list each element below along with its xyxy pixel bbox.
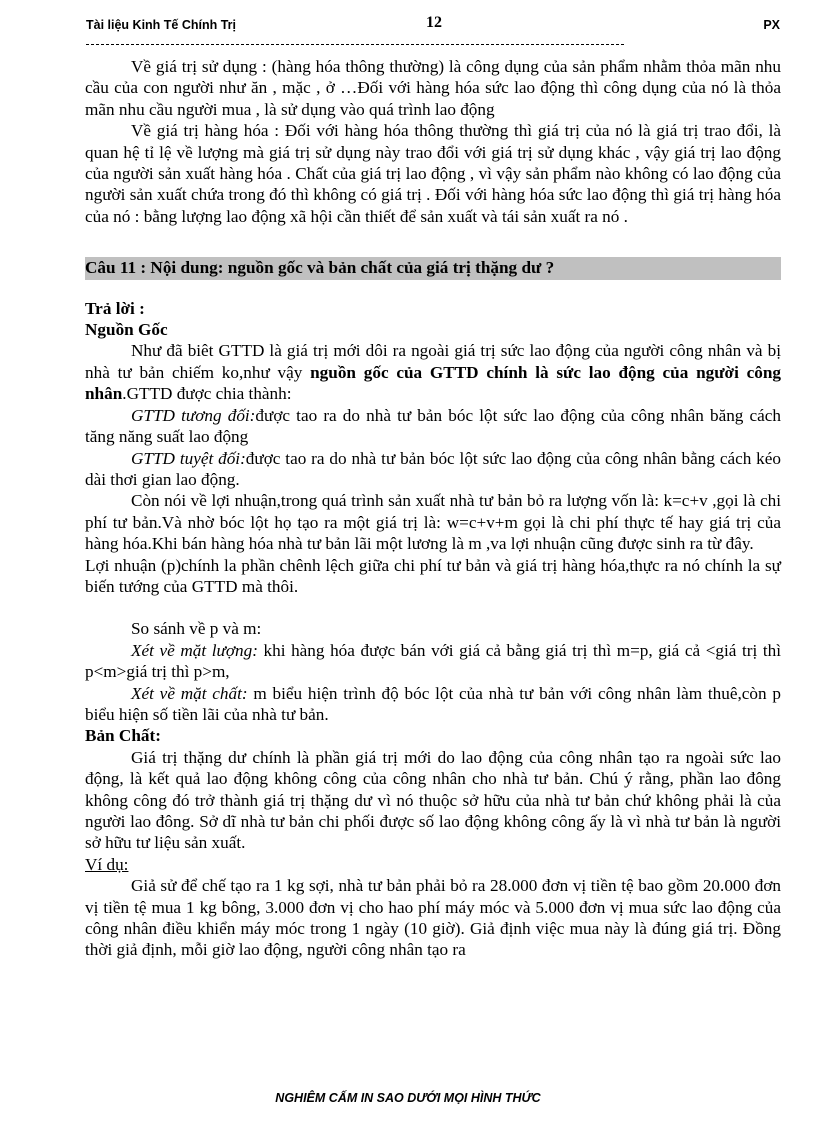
quality-text: m biểu hiện trình độ bóc lột của nhà tư bản với công nhân làm thuê,còn p biểu hiện số tiền lãi của nhà tư bản.	[85, 683, 781, 724]
paragraph-compare: So sánh về p và m:	[131, 619, 262, 639]
paragraph-absolute-surplus	[85, 448, 781, 491]
paragraph-quality	[85, 683, 781, 726]
page-header	[86, 14, 780, 36]
paragraph-relative-surplus	[85, 405, 781, 448]
origin-heading: Nguồn Gốc	[85, 320, 168, 340]
origin-text: Như đã biêt GTTD là giá trị mới dôi ra ngoài giá trị sức lao động của người công nhân và bị nhà tư bản chiếm ko,như vậy	[85, 341, 781, 382]
absolute-surplus-text: được tao ra do nhà tư bản bóc lột sức lao động của công nhân bằng cách kéo dài thơi gian lao động.	[85, 448, 781, 489]
header-title: Tài liệu Kinh Tế Chính Trị	[86, 18, 237, 32]
relative-surplus-term: GTTD tương đối:	[131, 405, 256, 425]
paragraph-nature: Giá trị thặng dư chính là phần giá trị mới do lao động của công nhân tạo ra ngoài sức lao động, là kết quả lao động không công của công nhân cho nhà tư bản. Chú ý rằng, phần lao đông không công đó trở thành giá trị thặng dư vì nó thuộc sở hữu của nhà tư bản chứ không phải là của người lao đông. Sở dĩ nhà tư bản chi phối được số lao động không công ấy là vì nhà tư bản là người sở hữu tư liệu sản xuất.	[85, 747, 781, 853]
page-number: 12	[426, 14, 442, 31]
paragraph-example: Giả sử để chế tạo ra 1 kg sợi, nhà tư bản phải bỏ ra 28.000 đơn vị tiền tệ bao gồm 20.000 đơn vị tiền tệ mua 1 kg bông, 3.000 đơn vị cho hao phí máy móc và 5.000 đơn vị mua sức lao động của công nhân điều khiển máy móc trong 1 ngày (10 giờ). Giả định việc mua này là đúng giá trị. Đồng thời giả định, mỗi giờ lao động, người công nhân tạo ra	[85, 876, 781, 960]
question-heading: Câu 11 : Nội dung: nguồn gốc và bản chất của giá trị thặng dư ?	[85, 257, 781, 279]
origin-tail: .GTTD được chia thành:	[122, 384, 292, 404]
document-body	[85, 56, 781, 961]
quantity-text: khi hàng hóa được bán với giá cả bằng giá trị thì m=p, giá cả <giá trị thì p<m>giá trị thì p>m,	[85, 640, 781, 682]
example-label: Ví dụ:	[85, 854, 129, 874]
paragraph-profit: Còn nói về lợi nhuận,trong quá trình sản xuất nhà tư bản bỏ ra lượng vốn là: k=c+v ,gọi là chi phí tư bản.Và nhờ bóc lột họ tạo ra một giá trị là: w=c+v+m gọi là chi phí thực tế hay giá trị của hàng hóa.Khi bán hàng hóa nhà tư bản lãi một lương là m ,va lợi nhuận cũng được sinh ra từ đây.	[85, 491, 781, 554]
page-footer: NGHIÊM CẤM IN SAO DƯỚI MỌI HÌNH THỨC	[275, 1091, 541, 1105]
relative-surplus-text: được tao ra do nhà tư bản bóc lột sức lao động của công nhân băng cách tăng năng suất lao động	[85, 405, 782, 447]
header-divider	[86, 44, 624, 45]
paragraph-quantity	[85, 640, 781, 683]
quality-term: Xét về mặt chất:	[131, 683, 248, 703]
spacer	[85, 597, 781, 618]
paragraph-origin	[85, 340, 781, 404]
paragraph-use-value: Về giá trị sử dụng : (hàng hóa thông thường) là công dụng của sản phẩm nhằm thỏa mãn nhu cầu của con người như ăn , mặc , ở …Đối với hàng hóa sức lao động thì công dụng của nó là thỏa mãn nhu cầu người mua , là sử dụng vào quá trình lao động	[85, 57, 781, 119]
paragraph-commodity-value: Về giá trị hàng hóa : Đối với hàng hóa thông thường thì giá trị của nó là giá trị trao đổi, là quan hệ tỉ lệ về lượng mà giá trị sử dụng này trao đổi với giá trị sử dụng khác , vậy giá trị lao động của người sản xuất hàng hóa . Chất của giá trị lao động , vì vậy sản phẩm nào không có lao động của người sản xuất chứa trong đó thì không có giá trị . Đối với hàng hóa sức lao động thì giá trị hàng hóa của nó : bằng lượng lao động xã hội cần thiết để sản xuất và tái sản xuất ra nó .	[85, 121, 781, 226]
header-author: PX	[763, 18, 780, 32]
paragraph-profit-definition: Lợi nhuận (p)chính la phần chênh lệch giữa chi phí tư bản và giá trị hàng hóa,thực ra nó chính la sự biến tướng của GTTD mà thôi.	[85, 555, 781, 596]
quantity-term: Xét về mặt lượng:	[131, 640, 258, 660]
origin-emphasis: nguồn gốc của GTTD chính là sức lao động của người công nhân	[85, 362, 781, 404]
answer-label: Trả lời :	[85, 298, 145, 318]
nature-heading: Bản Chất:	[85, 726, 161, 746]
absolute-surplus-term: GTTD tuyệt đối:	[131, 448, 246, 468]
